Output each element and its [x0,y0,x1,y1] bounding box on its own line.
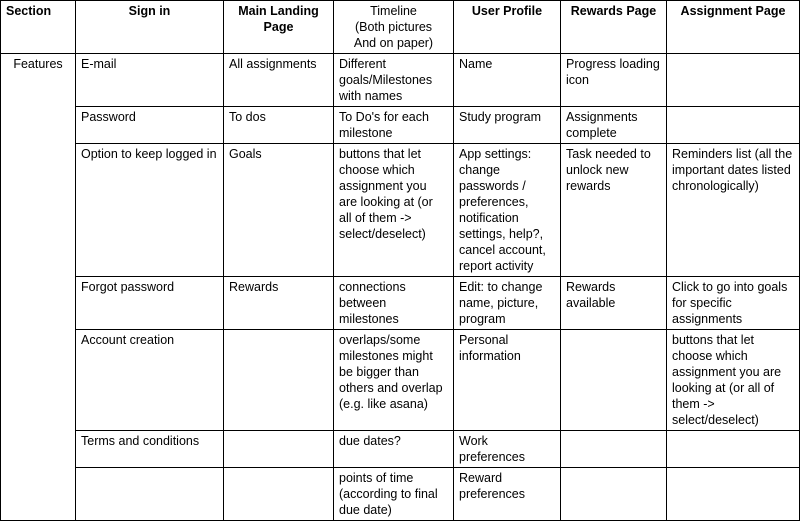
table-cell: buttons that let choose which assignment you are looking at (or all of them -> select/deselect) [334,144,454,277]
table-cell: All assignments [224,54,334,107]
table-cell: Work preferences [454,431,561,468]
header-section: Section [1,1,76,54]
table-cell: Assignments complete [561,107,667,144]
table-cell [224,431,334,468]
header-assignment-page: Assignment Page [667,1,800,54]
table-cell: To Do's for each milestone [334,107,454,144]
table-cell: Progress loading icon [561,54,667,107]
header-user-profile: User Profile [454,1,561,54]
table-cell [667,54,800,107]
table-cell: Task needed to unlock new rewards [561,144,667,277]
table-row [1,277,800,330]
header-row [1,1,800,54]
table-cell: Goals [224,144,334,277]
section-cell: Features [1,54,76,521]
table-cell: Name [454,54,561,107]
table-cell: Personal information [454,330,561,431]
table-row [1,330,800,431]
table-cell [561,431,667,468]
table-row [1,431,800,468]
table-cell: Rewards available [561,277,667,330]
table-row [1,144,800,277]
table-cell: To dos [224,107,334,144]
table-cell: Edit: to change name, picture, program [454,277,561,330]
table-cell [224,468,334,521]
table-cell: Password [76,107,224,144]
table-cell: E-mail [76,54,224,107]
table-cell: Study program [454,107,561,144]
table-cell [561,330,667,431]
table-cell [667,107,800,144]
table-cell [76,468,224,521]
header-sign-in: Sign in [76,1,224,54]
header-main-landing-page: Main Landing Page [224,1,334,54]
table-cell [667,431,800,468]
table-cell [561,468,667,521]
table-row [1,107,800,144]
table-cell [224,330,334,431]
table-row [1,468,800,521]
header-timeline: Timeline (Both pictures And on paper) [334,1,454,54]
table-cell: Reminders list (all the important dates listed chronologically) [667,144,800,277]
table-cell: Forgot password [76,277,224,330]
table-cell: overlaps/some milestones might be bigger than others and overlap (e.g. like asana) [334,330,454,431]
table-cell: due dates? [334,431,454,468]
table-cell: connections between milestones [334,277,454,330]
table-cell: Option to keep logged in [76,144,224,277]
table-cell: Click to go into goals for specific assignments [667,277,800,330]
table-cell: points of time (according to final due date) [334,468,454,521]
header-rewards-page: Rewards Page [561,1,667,54]
table-cell [667,468,800,521]
table-row [1,54,800,107]
table-cell: Terms and conditions [76,431,224,468]
table-cell: Reward preferences [454,468,561,521]
table-cell: Rewards [224,277,334,330]
table-cell: buttons that let choose which assignment you are looking at (or all of them -> select/deselect) [667,330,800,431]
table-cell: Account creation [76,330,224,431]
table-cell: Different goals/Milestones with names [334,54,454,107]
table-cell: App settings: change passwords / preferences, notification settings, help?, cancel account, report activity [454,144,561,277]
